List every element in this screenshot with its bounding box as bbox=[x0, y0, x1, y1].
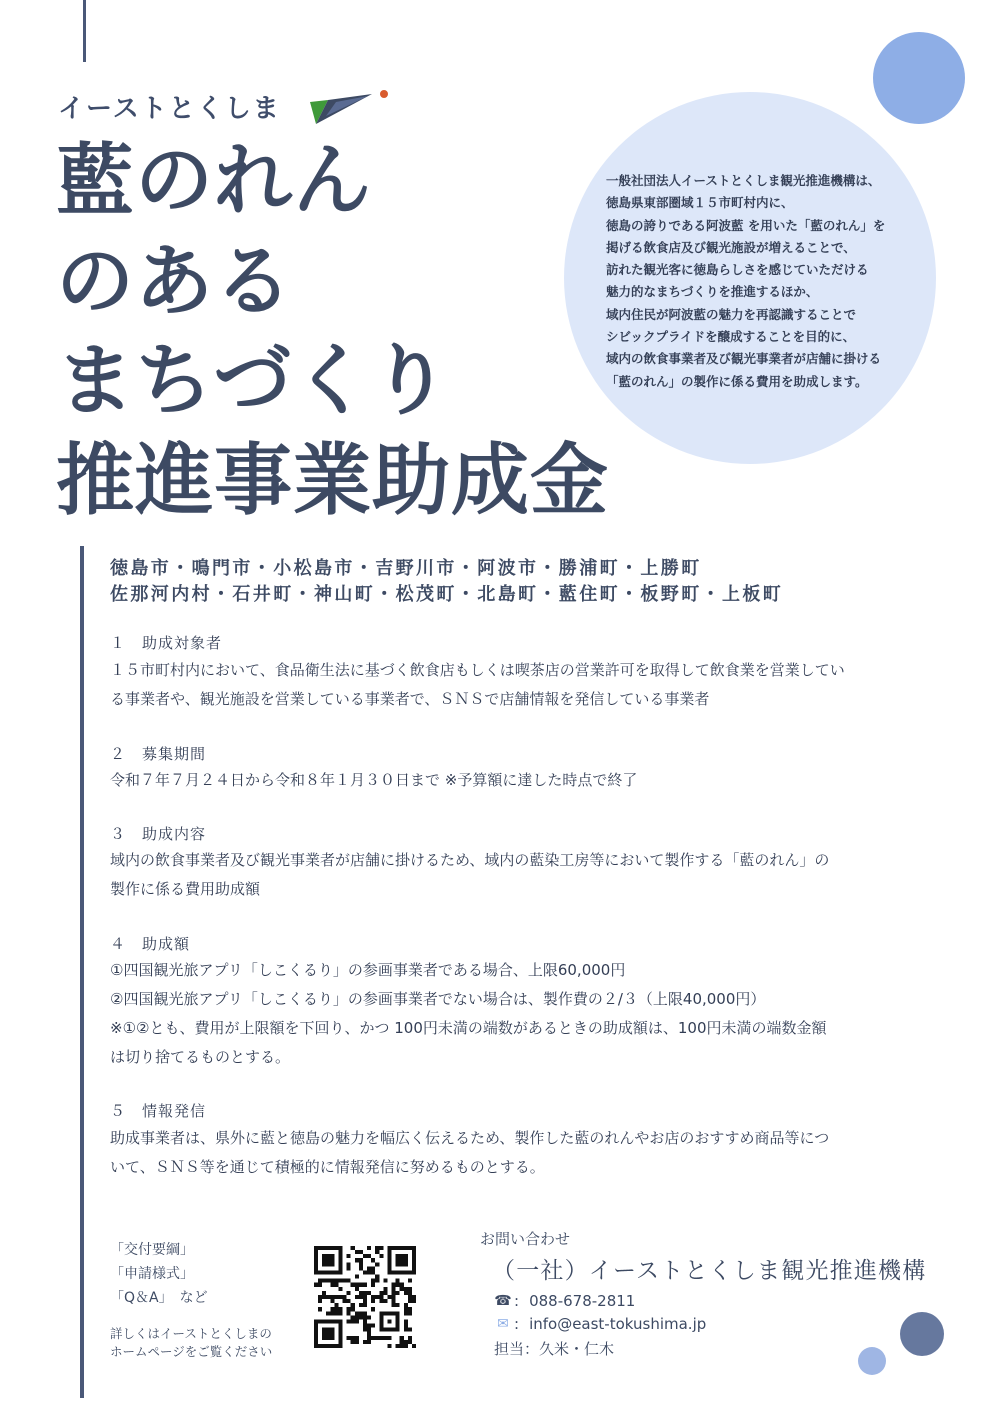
email-row: ✉ : info@east-tokushima.jp bbox=[494, 1315, 706, 1333]
section-line: 助成事業者は、県外に藍と徳島の魅力を幅広く伝えるため、製作した藍のれんやお店のおすすめ商品等につ bbox=[110, 1129, 830, 1147]
document-item: 「交付要綱」 bbox=[110, 1242, 194, 1258]
section-line: は切り捨てるものとする。 bbox=[110, 1048, 291, 1066]
title-line-3: まちづくり bbox=[56, 336, 451, 426]
intro-line: シビックプライドを醸成することを目的に、 bbox=[606, 329, 856, 345]
title-line-1: 藍のれん bbox=[56, 136, 373, 226]
intro-line: 徳島県東部圏域１５市町村内に、 bbox=[606, 195, 794, 211]
intro-line: 一般社団法人イーストとくしま観光推進機構は、 bbox=[606, 173, 881, 188]
phone-number[interactable]: 088-678-2811 bbox=[529, 1292, 636, 1310]
section-body-period bbox=[110, 766, 930, 795]
phone-icon: ☎ bbox=[494, 1293, 512, 1309]
intro-line: 徳島の誇りである阿波藍 を用いた「藍のれん」を bbox=[606, 217, 886, 233]
decor-circle-bottom-large bbox=[900, 1312, 944, 1356]
section-line: ※①②とも、費用が上限額を下回り、かつ 100円未満の端数があるときの助成額は、100円未満の端数金額 bbox=[110, 1019, 827, 1037]
intro-line: 掲げる飲食店及び観光施設が増えることで、 bbox=[606, 239, 856, 255]
document-item: 「Q＆A」 など bbox=[110, 1290, 208, 1306]
section-line: １５市町村内において、食品衛生法に基づく飲食店もしくは喫茶店の営業許可を取得して飲食業を営業してい bbox=[110, 661, 845, 679]
intro-line: 域内住民が阿波藍の魅力を再認識することで bbox=[606, 306, 857, 322]
intro-line: 訪れた観光客に徳島らしさを感じていただける bbox=[606, 262, 869, 278]
intro-line: 「藍のれん」の製作に係る費用を助成します。 bbox=[606, 373, 868, 389]
brand-flag-logo bbox=[306, 88, 392, 128]
brand-name: イーストとくしま bbox=[58, 94, 281, 124]
homepage-note bbox=[110, 1325, 272, 1361]
municipality-list-2: 佐那河内村・石井町・神山町・松茂町・北島町・藍住町・板野町・上板町 bbox=[110, 584, 784, 605]
qr-code[interactable] bbox=[314, 1246, 416, 1348]
section-heading-publicity: ５ 情報発信 bbox=[110, 1102, 207, 1120]
phone-row: ☎ : 088-678-2811 bbox=[494, 1292, 636, 1310]
staff-row bbox=[494, 1338, 614, 1359]
section-line: る事業者や、観光施設を営業している事業者で、ＳＮＳで店舗情報を発信している事業者 bbox=[110, 690, 710, 708]
section-body-content bbox=[110, 846, 930, 904]
organization-name: （一社）イーストとくしま観光推進機構 bbox=[492, 1258, 927, 1284]
contact-heading: お問い合わせ bbox=[480, 1230, 571, 1248]
section-line: ①四国観光旅アプリ「しこくるり」の参画事業者である場合、上限60,000円 bbox=[110, 961, 626, 979]
section-heading-amount: ４ 助成額 bbox=[110, 935, 191, 953]
top-accent-line bbox=[83, 0, 86, 62]
document-list bbox=[110, 1238, 208, 1310]
mail-icon: ✉ bbox=[497, 1316, 509, 1332]
title-line-4: 推進事業助成金 bbox=[56, 436, 610, 526]
left-accent-line bbox=[80, 546, 84, 1398]
intro-text bbox=[606, 170, 926, 393]
section-heading-period: ２ 募集期間 bbox=[110, 745, 207, 763]
section-line: いて、ＳＮＳ等を通じて積極的に情報発信に努めるものとする。 bbox=[110, 1158, 545, 1176]
section-line: ②四国観光旅アプリ「しこくるり」の参画事業者でない場合は、製作費の２/３（上限40,000円） bbox=[110, 990, 766, 1008]
intro-line: 域内の飲食事業者及び観光事業者が店舗に掛ける bbox=[606, 351, 882, 367]
title-line-2: のある bbox=[56, 237, 294, 327]
section-heading-content: ３ 助成内容 bbox=[110, 825, 207, 843]
email-address[interactable]: info@east-tokushima.jp bbox=[529, 1315, 707, 1333]
section-line: 令和７年７月２４日から令和８年１月３０日まで ※予算額に達した時点で終了 bbox=[110, 771, 638, 789]
municipality-list-1: 徳島市・鳴門市・小松島市・吉野川市・阿波市・勝浦町・上勝町 bbox=[110, 558, 702, 579]
decor-circle-bottom-small bbox=[858, 1347, 886, 1375]
note-line: 詳しくはイーストとくしまの bbox=[110, 1326, 272, 1341]
staff-names: 担当：久米・仁木 bbox=[494, 1340, 615, 1358]
section-heading-eligibility: １ 助成対象者 bbox=[110, 634, 223, 652]
note-line: ホームページをご覧ください bbox=[110, 1344, 273, 1359]
intro-line: 魅力的なまちづくりを推進するほか、 bbox=[606, 284, 819, 300]
section-line: 域内の飲食事業者及び観光事業者が店舗に掛けるため、域内の藍染工房等において製作する「藍のれん」の bbox=[110, 851, 830, 869]
section-body-publicity bbox=[110, 1124, 930, 1182]
section-line: 製作に係る費用助成額 bbox=[110, 880, 261, 898]
decor-circle-top bbox=[873, 32, 965, 124]
document-item: 「申請様式」 bbox=[110, 1266, 194, 1282]
section-body-eligibility bbox=[110, 656, 930, 714]
section-body-amount bbox=[110, 956, 930, 1072]
